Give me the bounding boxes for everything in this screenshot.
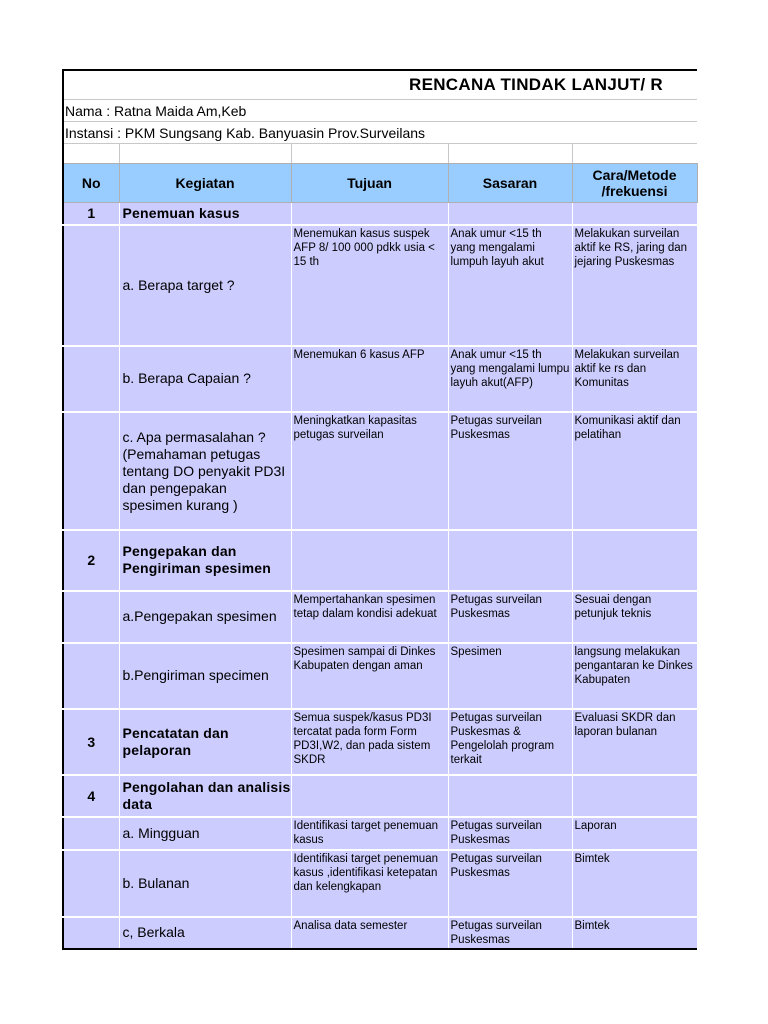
header-tujuan[interactable]: Tujuan xyxy=(291,164,448,203)
page-title: RENCANA TINDAK LANJUT/ R xyxy=(409,75,664,94)
table-row xyxy=(63,775,697,817)
blank-cell[interactable] xyxy=(119,144,291,164)
tujuan-cell[interactable]: Menemukan kasus suspek AFP 8/ 100 000 pdkk usia < 15 th xyxy=(291,225,448,346)
header-row xyxy=(63,164,697,203)
header-cara-line2: /frekuensi xyxy=(601,183,668,199)
tujuan-cell[interactable]: Spesimen sampai di Dinkes Kabupaten dengan aman xyxy=(291,643,448,709)
kegiatan-cell[interactable]: a. Mingguan xyxy=(119,817,291,850)
table-row xyxy=(63,709,697,775)
sasaran-cell[interactable]: Petugas surveilan Puskesmas xyxy=(448,850,572,917)
cara-cell[interactable]: Melakukan surveilan aktif ke rs dan Komunitas xyxy=(572,346,697,412)
sasaran-cell[interactable]: Petugas surveilan Puskesmas xyxy=(448,817,572,850)
table-row xyxy=(63,203,697,225)
cara-cell[interactable]: Komunikasi aktif dan pelatihan xyxy=(572,412,697,530)
sasaran-cell[interactable]: Anak umur <15 th yang mengalami lumpuh layuh akut xyxy=(448,225,572,346)
row-number[interactable] xyxy=(63,412,119,530)
blank-cell[interactable] xyxy=(291,144,448,164)
sasaran-cell[interactable]: Petugas surveilan Puskesmas xyxy=(448,591,572,643)
spreadsheet-sheet xyxy=(62,69,696,950)
row-number[interactable] xyxy=(63,917,119,949)
sasaran-cell[interactable]: Spesimen xyxy=(448,643,572,709)
cara-cell[interactable]: Bimtek xyxy=(572,917,697,949)
row-number[interactable]: 3 xyxy=(63,709,119,775)
sasaran-cell[interactable] xyxy=(448,530,572,591)
kegiatan-cell[interactable]: c, Berkala xyxy=(119,917,291,949)
tujuan-cell[interactable] xyxy=(291,530,448,591)
kegiatan-cell[interactable]: Pengolahan dan analisis data xyxy=(119,775,291,817)
kegiatan-cell[interactable]: c. Apa permasalahan ? (Pemahaman petugas tentang DO penyakit PD3I dan pengepakan spesimen kurang ) xyxy=(119,412,291,530)
cara-cell[interactable]: Laporan xyxy=(572,817,697,850)
header-cara-line1: Cara/Metode xyxy=(592,167,677,183)
info-row-instansi xyxy=(63,122,697,144)
row-number[interactable] xyxy=(63,643,119,709)
title-row xyxy=(63,70,697,100)
row-number[interactable]: 4 xyxy=(63,775,119,817)
table-row xyxy=(63,346,697,412)
info-row-nama xyxy=(63,100,697,122)
sasaran-cell[interactable]: Petugas surveilan Puskesmas xyxy=(448,412,572,530)
table-row xyxy=(63,643,697,709)
row-number[interactable] xyxy=(63,346,119,412)
row-number[interactable]: 1 xyxy=(63,203,119,225)
row-number[interactable]: 2 xyxy=(63,530,119,591)
row-number[interactable] xyxy=(63,225,119,346)
tujuan-cell[interactable] xyxy=(291,775,448,817)
table-row xyxy=(63,850,697,917)
rtl-table xyxy=(62,69,698,950)
sasaran-cell[interactable]: Petugas surveilan Puskesmas xyxy=(448,917,572,949)
table-row xyxy=(63,917,697,949)
tujuan-cell[interactable]: Analisa data semester xyxy=(291,917,448,949)
table-row xyxy=(63,817,697,850)
cara-cell[interactable]: Sesuai dengan petunjuk teknis xyxy=(572,591,697,643)
kegiatan-cell[interactable]: b. Bulanan xyxy=(119,850,291,917)
kegiatan-cell[interactable]: a.Pengepakan spesimen xyxy=(119,591,291,643)
tujuan-cell[interactable]: Menemukan 6 kasus AFP xyxy=(291,346,448,412)
header-kegiatan[interactable]: Kegiatan xyxy=(119,164,291,203)
title-cell[interactable] xyxy=(63,70,697,100)
tujuan-cell[interactable]: Identifikasi target penemuan kasus ,identifikasi ketepatan dan kelengkapan xyxy=(291,850,448,917)
kegiatan-cell[interactable]: a. Berapa target ? xyxy=(119,225,291,346)
header-no[interactable]: No xyxy=(63,164,119,203)
cara-cell[interactable]: Evaluasi SKDR dan laporan bulanan xyxy=(572,709,697,775)
nama-cell[interactable]: Nama : Ratna Maida Am,Keb xyxy=(63,100,697,122)
header-sasaran[interactable]: Sasaran xyxy=(448,164,572,203)
cara-cell[interactable]: langsung melakukan pengantaran ke Dinkes Kabupaten xyxy=(572,643,697,709)
tujuan-cell[interactable]: Semua suspek/kasus PD3I tercatat pada form Form PD3I,W2, dan pada sistem SKDR xyxy=(291,709,448,775)
cara-cell[interactable]: Bimtek xyxy=(572,850,697,917)
tujuan-cell[interactable]: Meningkatkan kapasitas petugas surveilan xyxy=(291,412,448,530)
row-number[interactable] xyxy=(63,591,119,643)
blank-cell[interactable] xyxy=(448,144,572,164)
kegiatan-cell[interactable]: Pengepakan dan Pengiriman spesimen xyxy=(119,530,291,591)
cara-cell[interactable]: Melakukan surveilan aktif ke RS, jaring dan jejaring Puskesmas xyxy=(572,225,697,346)
cara-cell[interactable] xyxy=(572,530,697,591)
table-row xyxy=(63,530,697,591)
tujuan-cell[interactable]: Mempertahankan spesimen tetap dalam kondisi adekuat xyxy=(291,591,448,643)
blank-row xyxy=(63,144,697,164)
kegiatan-cell[interactable]: Pencatatan dan pelaporan xyxy=(119,709,291,775)
row-number[interactable] xyxy=(63,817,119,850)
cara-cell[interactable] xyxy=(572,775,697,817)
tujuan-cell[interactable] xyxy=(291,203,448,225)
sasaran-cell[interactable]: Anak umur <15 th yang mengalami lumpu layuh akut(AFP) xyxy=(448,346,572,412)
sasaran-cell[interactable] xyxy=(448,203,572,225)
instansi-cell[interactable]: Instansi : PKM Sungsang Kab. Banyuasin Prov.Surveilans xyxy=(63,122,697,144)
kegiatan-cell[interactable]: Penemuan kasus xyxy=(119,203,291,225)
header-cara[interactable] xyxy=(572,164,697,203)
kegiatan-cell[interactable]: b.Pengiriman specimen xyxy=(119,643,291,709)
table-row xyxy=(63,591,697,643)
kegiatan-cell[interactable]: b. Berapa Capaian ? xyxy=(119,346,291,412)
sasaran-cell[interactable] xyxy=(448,775,572,817)
blank-cell[interactable] xyxy=(572,144,697,164)
tujuan-cell[interactable]: Identifikasi target penemuan kasus xyxy=(291,817,448,850)
row-number[interactable] xyxy=(63,850,119,917)
table-row xyxy=(63,412,697,530)
sasaran-cell[interactable]: Petugas surveilan Puskesmas & Pengelolah program terkait xyxy=(448,709,572,775)
cara-cell[interactable] xyxy=(572,203,697,225)
blank-cell[interactable] xyxy=(63,144,119,164)
table-row xyxy=(63,225,697,346)
